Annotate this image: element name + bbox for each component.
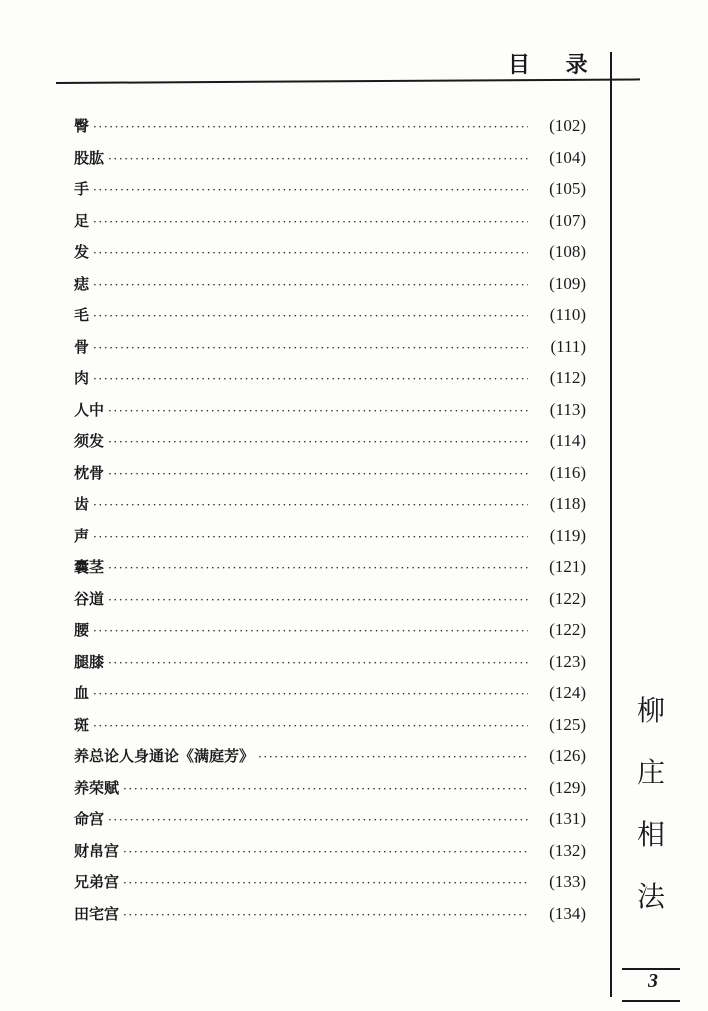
toc-dot-leader bbox=[123, 845, 528, 859]
toc-entry bbox=[74, 399, 586, 431]
toc-entry-page: (121) bbox=[549, 557, 586, 576]
toc-dot-leader bbox=[93, 309, 528, 323]
toc-entry-title: 人中 bbox=[74, 400, 105, 419]
toc-entry-title: 枕骨 bbox=[74, 463, 105, 482]
toc-entry bbox=[74, 147, 586, 179]
toc-dot-leader bbox=[93, 341, 528, 355]
toc-entry-title: 血 bbox=[74, 684, 90, 702]
toc-entry bbox=[74, 651, 586, 683]
toc-entry bbox=[74, 210, 586, 242]
toc-dot-leader bbox=[123, 908, 528, 922]
toc-entry-title: 股肱 bbox=[74, 148, 105, 167]
toc-entry bbox=[74, 588, 586, 620]
toc-entry-title: 囊茎 bbox=[74, 558, 105, 576]
toc-dot-leader bbox=[123, 782, 528, 796]
toc-entry bbox=[74, 556, 586, 588]
toc-entry-title: 毛 bbox=[74, 306, 90, 324]
toc-entry-page: (112) bbox=[549, 368, 586, 387]
toc-dot-leader bbox=[93, 183, 528, 197]
page-number: 3 bbox=[648, 970, 658, 992]
toc-entry-page: (109) bbox=[549, 273, 586, 293]
toc-dot-leader bbox=[123, 876, 528, 890]
toc-entry-page: (133) bbox=[549, 872, 586, 891]
toc-dot-leader bbox=[93, 120, 528, 134]
toc-entry bbox=[74, 241, 586, 273]
toc-entry-title: 腰 bbox=[74, 621, 90, 639]
toc-entry bbox=[74, 273, 586, 305]
toc-entry bbox=[74, 682, 586, 714]
toc-dot-leader bbox=[108, 593, 528, 607]
book-title-char: 柳 bbox=[636, 694, 665, 727]
toc-entry-page: (125) bbox=[549, 714, 586, 734]
toc-entry-page: (113) bbox=[549, 399, 586, 419]
toc-entry-page: (129) bbox=[549, 777, 586, 797]
toc-entry bbox=[74, 777, 586, 809]
page-header-title: 目 录 bbox=[508, 53, 602, 78]
toc-entry bbox=[74, 462, 586, 494]
toc-entry-page: (118) bbox=[549, 494, 586, 513]
toc-entry-page: (131) bbox=[549, 809, 586, 828]
toc-dot-leader bbox=[93, 624, 528, 638]
book-title-vertical bbox=[631, 680, 671, 928]
side-rule bbox=[610, 52, 612, 997]
toc-dot-leader bbox=[93, 498, 528, 512]
toc-entry-title: 声 bbox=[74, 526, 90, 545]
toc-dot-leader bbox=[108, 467, 528, 481]
toc-entry bbox=[74, 903, 586, 935]
book-title-char: 相 bbox=[636, 818, 665, 851]
table-of-contents bbox=[74, 115, 586, 934]
toc-dot-leader bbox=[108, 813, 528, 827]
book-title-char: 法 bbox=[636, 880, 665, 913]
toc-entry-page: (111) bbox=[550, 336, 586, 356]
toc-dot-leader bbox=[93, 530, 528, 544]
toc-entry-title: 财帛宫 bbox=[74, 841, 120, 860]
toc-entry-page: (102) bbox=[549, 116, 586, 135]
toc-entry-title: 痣 bbox=[74, 274, 90, 293]
toc-dot-leader bbox=[108, 435, 528, 449]
toc-entry-title: 骨 bbox=[74, 337, 90, 356]
toc-dot-leader bbox=[108, 404, 528, 418]
toc-entry-title: 养总论人身通论《满庭芳》 bbox=[74, 747, 255, 765]
toc-entry-title: 须发 bbox=[74, 432, 105, 450]
toc-entry-title: 斑 bbox=[74, 715, 90, 734]
toc-entry-title: 腿膝 bbox=[74, 652, 105, 671]
toc-entry-title: 谷道 bbox=[74, 589, 105, 608]
toc-dot-leader bbox=[93, 372, 528, 386]
toc-entry-page: (134) bbox=[549, 903, 586, 923]
toc-entry-page: (105) bbox=[549, 179, 586, 198]
toc-dot-leader bbox=[93, 246, 528, 260]
toc-entry-page: (122) bbox=[549, 620, 586, 639]
toc-entry-page: (119) bbox=[549, 525, 586, 545]
toc-entry-title: 田宅宫 bbox=[74, 904, 120, 923]
toc-entry bbox=[74, 336, 586, 368]
toc-entry bbox=[74, 367, 586, 399]
toc-entry bbox=[74, 115, 586, 147]
toc-entry-title: 养荣赋 bbox=[74, 778, 120, 797]
toc-entry-page: (126) bbox=[549, 746, 586, 765]
toc-dot-leader bbox=[258, 750, 528, 764]
toc-dot-leader bbox=[108, 656, 528, 670]
toc-entry bbox=[74, 178, 586, 210]
toc-entry-page: (116) bbox=[549, 462, 586, 482]
toc-entry-page: (122) bbox=[549, 588, 586, 608]
toc-dot-leader bbox=[108, 561, 528, 575]
toc-entry-page: (124) bbox=[549, 683, 586, 702]
toc-entry bbox=[74, 619, 586, 651]
toc-entry-title: 兄弟宫 bbox=[74, 873, 120, 891]
toc-entry bbox=[74, 493, 586, 525]
toc-entry-title: 发 bbox=[74, 243, 90, 261]
toc-entry-title: 肉 bbox=[74, 369, 90, 387]
toc-entry-title: 臀 bbox=[74, 117, 90, 135]
toc-entry-page: (110) bbox=[549, 305, 586, 324]
toc-dot-leader bbox=[93, 687, 528, 701]
toc-entry-title: 手 bbox=[74, 180, 90, 198]
toc-entry-page: (132) bbox=[549, 840, 586, 860]
toc-dot-leader bbox=[93, 215, 528, 229]
header-rule bbox=[56, 78, 640, 84]
book-title-char: 庄 bbox=[636, 756, 665, 789]
toc-entry bbox=[74, 525, 586, 557]
toc-dot-leader bbox=[93, 719, 528, 733]
toc-entry-page: (108) bbox=[549, 242, 586, 261]
toc-entry bbox=[74, 808, 586, 840]
toc-entry-page: (107) bbox=[549, 210, 586, 230]
toc-entry bbox=[74, 871, 586, 903]
toc-dot-leader bbox=[108, 152, 528, 166]
toc-entry bbox=[74, 430, 586, 462]
toc-entry-page: (114) bbox=[549, 431, 586, 450]
toc-entry-page: (123) bbox=[549, 651, 586, 671]
toc-entry bbox=[74, 745, 586, 777]
toc-entry-title: 齿 bbox=[74, 495, 90, 513]
toc-entry bbox=[74, 714, 586, 746]
toc-entry-title: 足 bbox=[74, 211, 90, 230]
toc-entry bbox=[74, 840, 586, 872]
toc-entry-page: (104) bbox=[549, 147, 586, 167]
toc-dot-leader bbox=[93, 278, 528, 292]
toc-entry-title: 命宫 bbox=[74, 810, 105, 828]
toc-entry bbox=[74, 304, 586, 336]
